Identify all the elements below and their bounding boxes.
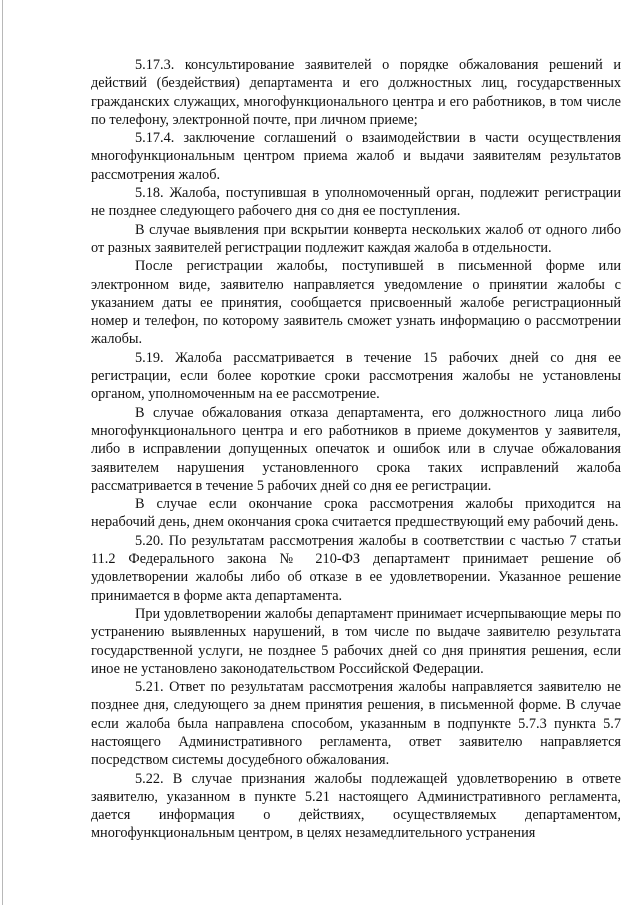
paragraph-5-18-envelope: В случае выявления при вскрытии конверта нескольких жалоб от одного либо от разных заявителей регистрации подлежит каждая жалоба в отдельности. [91,221,621,256]
paragraph-5-19: 5.19. Жалоба рассматривается в течение 15 рабочих дней со дня ее регистрации, если более короткие сроки рассмотрения жалобы не установлены органом, уполномоченным на ее рассмотрение. [91,349,621,403]
paragraph-5-19-refusal: В случае обжалования отказа департамента, его должностного лица либо многофункционального центра и его работников в приеме документов у заявителя, либо в исправлении допущенных опечаток и ошибок или в случае обжалования заявителем нарушения установленного срока таких исправлений жалоба рассматривается в течение 5 рабочих дней со дня ее регистрации. [91,404,621,494]
paragraph-5-18-notification: После регистрации жалобы, поступившей в письменной форме или электронном виде, заявителю направляется уведомление о принятии жалобы с указанием даты ее принятия, сообщается присвоенный жалобе регистрационный номер и телефон, по которому заявитель сможет узнать информацию о рассмотрении жалобы. [91,258,621,348]
page-edge-line [2,0,3,905]
paragraph-5-20-satisfaction: При удовлетворении жалобы департамент принимает исчерпывающие меры по устранению выявленных нарушений, в том числе по выдаче заявителю результата государственной услуги, не позднее 5 рабочих дней со дня принятия решения, если иное не установлено законодательством Российской Федерации. [91,605,621,677]
paragraph-5-19-nonworking-day: В случае если окончание срока рассмотрения жалобы приходится на нерабочий день, днем окончания срока считается предшествующий ему рабочий день. [91,496,621,531]
document-body [91,56,621,843]
paragraph-5-21: 5.21. Ответ по результатам рассмотрения жалобы направляется заявителю не позднее дня, следующего за днем принятия решения, в письменной форме. В случае если жалоба была направлена способом, указанным в подпункте 5.7.3 пункта 5.7 настоящего Административного регламента, ответ заявителю направляется посредством системы досудебного обжалования. [91,679,621,769]
paragraph-5-18: 5.18. Жалоба, поступившая в уполномоченный орган, подлежит регистрации не позднее следующего рабочего дня со дня ее поступления. [91,185,621,220]
paragraph-5-17-4: 5.17.4. заключение соглашений о взаимодействии в части осуществления многофункциональным центром приема жалоб и выдачи заявителям результатов рассмотрения жалоб. [91,130,621,183]
paragraph-5-20: 5.20. По результатам рассмотрения жалобы в соответствии с частью 7 статьи 11.2 Федерального закона № 210-ФЗ департамент принимает решение об удовлетворении жалобы либо об отказе в ее удовлетворении. Указанное решение принимается в форме акта департамента. [91,532,621,604]
paragraph-5-22: 5.22. В случае признания жалобы подлежащей удовлетворению в ответе заявителю, указанном в пункте 5.21 настоящего Административного регламента, дается информация о действиях, осуществляемых департаментом, многофункциональным центром, в целях незамедлительного устранения [91,770,621,842]
paragraph-5-17-3: 5.17.3. консультирование заявителей о порядке обжалования решений и действий (бездействия) департамента и его должностных лиц, государственных гражданских служащих, многофункционального центра и его работников, в том числе по телефону, электронной почте, при личном приеме; [91,57,621,128]
